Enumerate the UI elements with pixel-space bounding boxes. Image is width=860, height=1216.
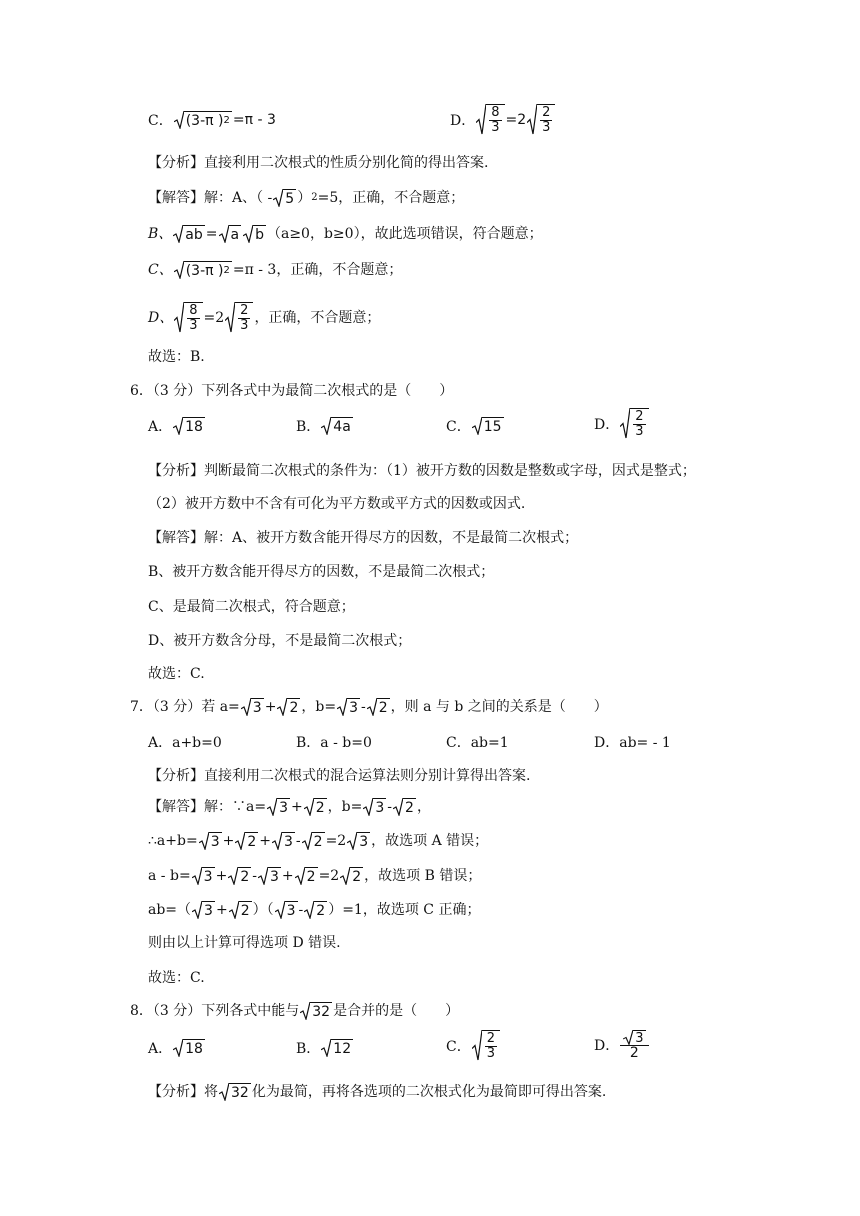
radical: (3-π ) 2	[174, 261, 232, 279]
q5-jieda-c: C、 (3-π ) 2 =π - 3，正确，不合题意；	[148, 262, 403, 279]
radical: 3	[192, 901, 215, 919]
radical: 3	[337, 698, 360, 716]
q6-option-a: A． 18	[148, 419, 203, 435]
q6-answer: 故选：C.	[148, 666, 205, 682]
radical: 3	[275, 901, 298, 919]
q6-fenxi-1: 【分析】判断最简二次根式的条件为：（1）被开方数的因数是整数或字母，因式是整式；	[148, 463, 696, 479]
q6-option-c: C． 15	[446, 419, 502, 435]
q5-option-c: C． (3-π ) 2 =π - 3	[148, 112, 276, 129]
q8-stem: 8．（3 分）下列各式中能与 32 是合并的是（ ）	[130, 1003, 460, 1020]
q6-jieda-3: C、是最简二次根式，符合题意；	[148, 599, 355, 615]
fraction: $\frac{3}{2}$	[619, 1030, 649, 1060]
q7-option-d: D．ab= - 1	[594, 735, 671, 751]
radical: 3	[347, 832, 370, 850]
radical: 18	[173, 1039, 205, 1057]
radical: 5	[273, 189, 296, 207]
q7-jieda-2: ∴a+b= 3 + 2 + 3 - 2 =2 3 ，故选项 A 错误；	[148, 833, 489, 850]
q7-fenxi: 【分析】直接利用二次根式的混合运算法则分别计算得出答案.	[148, 768, 531, 784]
q6-jieda-1: 【解答】解：A、被开方数含能开得尽方的因数，不是最简二次根式；	[148, 530, 579, 546]
radical: a	[219, 225, 242, 243]
radical: 2	[277, 698, 300, 716]
radical: $\frac{8}{3}$	[174, 302, 202, 333]
q8-option-c: C． $\frac{2}{3}$	[446, 1030, 501, 1061]
radical: 2	[304, 798, 327, 816]
radical: 2	[295, 867, 318, 885]
radical: 3	[192, 867, 215, 885]
radical: 32	[219, 1083, 251, 1101]
q5-fenxi: 【分析】直接利用二次根式的性质分别化简的得出答案.	[148, 155, 489, 171]
q5-jieda-d: D、 $\frac{8}{3}$ =2 $\frac{2}{3}$ ，正确，不合题意；	[148, 303, 381, 333]
radical: 2	[304, 901, 327, 919]
radical: 2	[235, 832, 258, 850]
q6-option-b: B． 4a	[296, 419, 351, 435]
q5-jieda-a: 【解答】解：A、（ - 5 ） 2 =5，正确，不合题意；	[148, 190, 465, 207]
radical: 2	[393, 798, 416, 816]
radical: ab	[173, 225, 204, 243]
radical: $\frac{2}{3}$	[472, 1030, 500, 1061]
radical: 12	[321, 1039, 353, 1057]
q6-option-d: D． $\frac{2}{3}$	[594, 408, 650, 439]
radical: 2	[228, 867, 251, 885]
radical: 3	[363, 798, 386, 816]
q7-option-a: A．a+b=0	[148, 735, 222, 751]
radical: 3	[199, 832, 222, 850]
q7-jieda-1: 【解答】解：∵a= 3 + 2 ，b= 3 - 2 ，	[148, 799, 431, 816]
radical: $\frac{2}{3}$	[620, 408, 648, 439]
q7-jieda-3: a - b= 3 + 2 - 3 + 2 =2 2 ，故选项 B 错误；	[148, 868, 482, 885]
q7-jieda-4: ab=（ 3 + 2 ）（ 3 - 2 ）=1，故选项 C 正确；	[148, 902, 481, 919]
radical: 2	[302, 832, 325, 850]
q6-fenxi-2: （2）被开方数中不含有可化为平方数或平方式的因数或因式.	[148, 496, 526, 512]
radical: 3	[272, 832, 295, 850]
radical: (3-π ) 2	[174, 111, 232, 129]
radical: 15	[472, 417, 504, 435]
radical: 3	[267, 798, 290, 816]
radical: 4a	[321, 417, 353, 435]
q8-option-a: A． 18	[148, 1041, 203, 1057]
q6-jieda-4: D、被开方数含分母，不是最简二次根式；	[148, 633, 412, 649]
radical: 32	[300, 1002, 332, 1020]
radical: 18	[173, 417, 205, 435]
radical: 2	[367, 698, 390, 716]
q8-fenxi: 【分析】将 32 化为最简，再将各选项的二次根式化为最简即可得出答案.	[148, 1084, 607, 1101]
radical: $\frac{8}{3}$	[476, 104, 504, 135]
option-label: C．	[148, 113, 173, 129]
q7-jieda-5: 则由以上计算可得选项 D 错误.	[148, 935, 341, 951]
radical: 3	[623, 1030, 645, 1045]
q8-option-b: B． 12	[296, 1041, 352, 1057]
radical: $\frac{2}{3}$	[527, 104, 555, 135]
q8-option-d: D． $\frac{3}{2}$	[594, 1030, 650, 1060]
q5-jieda-b: B、 ab = a b （a≥0，b≥0），故此选项错误，符合题意；	[148, 226, 543, 243]
option-label: D．	[450, 112, 476, 129]
q6-stem: 6．（3 分）下列各式中为最简二次根式的是（ ）	[130, 383, 454, 399]
q5-answer: 故选：B.	[148, 349, 205, 365]
q7-option-b: B．a - b=0	[296, 735, 372, 751]
radical: 3	[241, 698, 264, 716]
radical: $\frac{2}{3}$	[225, 302, 253, 333]
radical: 3	[258, 867, 281, 885]
q7-answer: 故选：C.	[148, 970, 205, 986]
q7-stem: 7．（3 分）若 a= 3 + 2 ，b= 3 - 2 ，则 a 与 b 之间的关系是（ ）	[130, 699, 608, 716]
radical: b	[243, 225, 266, 243]
radical: 2	[340, 867, 363, 885]
radical: 2	[229, 901, 252, 919]
q5-option-d: D． $\frac{8}{3}$ =2 $\frac{2}{3}$	[450, 104, 556, 135]
q7-option-c: C．ab=1	[446, 735, 509, 751]
q6-jieda-2: B、被开方数含能开得尽方的因数，不是最简二次根式；	[148, 564, 495, 580]
